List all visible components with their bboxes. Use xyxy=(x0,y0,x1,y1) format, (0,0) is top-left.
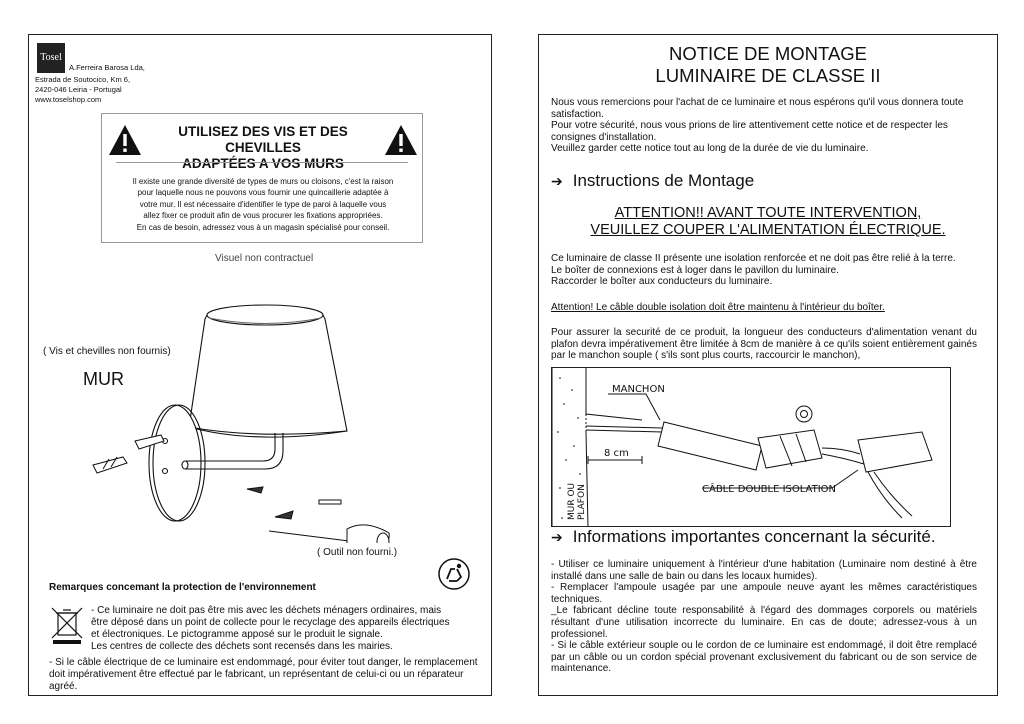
notice-title-line: LUMINAIRE DE CLASSE II xyxy=(655,65,881,86)
environment-text-line: et électroniques. Le pictogramme apposé sur le produit le signale. xyxy=(91,629,383,640)
environment-text-line: être déposé dans un point de collecte pour le recyclage des appareils électriques xyxy=(91,617,450,628)
company-address-rest xyxy=(35,75,130,105)
diagram-label-mur: MUR OU xyxy=(567,482,577,520)
section-title: Informations importantes concernant la sécurité. xyxy=(572,527,936,546)
intro-text xyxy=(551,97,977,155)
address-line[interactable]: www.toselshop.com xyxy=(35,95,102,104)
safety-item: - Si le câble extérieur souple ou le cordon de ce luminaire est endommagé, il doit être remplacé par un câble ou un cordon spécial provenant exclusivement du fabricant ou de son service de maintenance. xyxy=(551,640,977,675)
class2-text xyxy=(551,253,977,288)
attention-line: VEUILLEZ COUPER L'ALIMENTATION ÉLECTRIQUE. xyxy=(590,222,946,238)
address-line: Estrada de Soutocico, Km 6, xyxy=(35,75,131,84)
safety-list xyxy=(551,559,977,675)
warning-body-line: pour laquelle nous ne pouvons vous fournir une quincaillerie adaptée à xyxy=(137,188,389,198)
address-line: A.Ferreira Barosa Lda, xyxy=(69,63,145,72)
warning-body-line: Il existe une grande diversité de types de murs ou cloisons, c'est la raison xyxy=(132,177,394,186)
company-address xyxy=(69,63,145,73)
wiring-diagram xyxy=(551,367,951,527)
attention-cable-text: Attention! Le câble double isolation doit être maintenu à l'intérieur du boîter. xyxy=(551,302,885,313)
environment-text-line: Les centres de collecte des déchets sont recensés dans les mairies. xyxy=(91,641,393,652)
class2-line: Raccorder le boîter aux conducteurs du luminaire. xyxy=(551,276,773,288)
diagram-label-length: 8 cm xyxy=(604,448,629,459)
section-safety xyxy=(551,527,936,547)
security-length-text: Pour assurer la securité de ce produit, la longueur des conducteurs d'alimentation venant du plafon devra impérativement être limitée à 8cm de manière à ce qu'ils soient entièrement gainés par le manchon souple ( s'ils sont plus courts, raccourcir le manchon), xyxy=(551,327,977,362)
warning-divider xyxy=(116,162,408,163)
notice-title-line: NOTICE DE MONTAGE xyxy=(668,43,868,64)
attention-banner xyxy=(539,205,997,239)
visuel-label: Visuel non contractuel xyxy=(215,253,314,264)
diagram-label-plafon: PLAFON xyxy=(577,484,587,520)
intro-line: Pour votre sécurité, nous vous prions de lire attentivement cette notice et de respecter les consignes d'installation. xyxy=(551,120,948,143)
intro-line: Nous vous remercions pour l'achat de ce luminaire et nous espérons qu'il vous donnera toute satisfaction. xyxy=(551,97,964,120)
section-title: Instructions de Montage xyxy=(572,171,755,190)
intro-line: Veuillez garder cette notice tout au long de la durée de vie du luminaire. xyxy=(551,143,869,155)
environment-title: Remarques concemant la protection de l'environnement xyxy=(49,582,316,593)
weee-bin-icon xyxy=(49,605,85,645)
arrow-right-icon: ➔ xyxy=(551,173,563,189)
warning-heading-line: ADAPTÉES A VOS MURS xyxy=(182,156,344,171)
safety-item: _Le fabricant décline toute responsabilité à l'égard des dommages corporels ou matériels résultant d'une utilisation incorrecte du luminaire. En cas de doute; adressez-vous à un professionel. xyxy=(551,605,977,640)
warning-body-line: allez fixer ce produit afin de vous procurer les fixations appropriées. xyxy=(143,211,383,221)
wall-fixing-warning-box xyxy=(101,113,423,243)
attention-line: ATTENTION!! AVANT TOUTE INTERVENTION, xyxy=(614,205,922,221)
class2-line: Le boîter de connexions est à loger dans le pavillon du luminaire. xyxy=(551,264,839,276)
left-page xyxy=(28,34,492,696)
warning-triangle-icon xyxy=(108,124,142,156)
class2-line: Ce luminaire de classe II présente une isolation renforcée et ne doit pas être relié à la terre. xyxy=(551,253,956,264)
environment-text xyxy=(91,605,483,653)
diagram-label-manchon: MANCHON xyxy=(612,384,665,395)
tosel-logo: Tosel xyxy=(37,43,65,73)
wall-label: MUR xyxy=(83,369,124,389)
recycle-icon xyxy=(437,557,471,591)
address-line: 2420-046 Leiria - Portugal xyxy=(35,85,122,94)
right-page xyxy=(538,34,998,696)
warning-body xyxy=(114,176,412,233)
screws-not-supplied-label: ( Vis et chevilles non fournis) xyxy=(43,346,171,357)
safety-item: - Utiliser ce luminaire uniquement à l'intérieur d'une habitation (Luminaire nom destiné à être installé dans une salle de bain ou dans les locaux humides). xyxy=(551,559,977,582)
notice-title xyxy=(539,43,997,87)
safety-item: - Remplacer l'ampoule usagée par une ampoule neuve ayant les mêmes caractéristiques techniques. xyxy=(551,582,977,605)
warning-heading xyxy=(144,124,382,172)
damaged-cable-text: - Si le câble électrique de ce luminaire est endommagé, pour éviter tout danger, le remplacement doit impérativement être effectué par le fabricant, un représentant de celui-ci ou un réparateur agréé. xyxy=(49,657,478,692)
tool-not-supplied-label: ( Outil non fourni.) xyxy=(317,547,398,558)
wall-lamp-illustration xyxy=(85,293,405,543)
diagram-label-cable: CÂBLE DOUBLE ISOLATION xyxy=(702,484,837,495)
arrow-right-icon: ➔ xyxy=(551,529,563,545)
warning-heading-line: UTILISEZ DES VIS ET DES CHEVILLES xyxy=(178,124,348,155)
warning-body-line: votre mur. Il est nécessaire d'identifier le type de paroi à laquelle vous xyxy=(139,199,387,209)
warning-body-line: En cas de besoin, adressez vous à un magasin spécialisé pour conseil. xyxy=(136,222,390,232)
environment-text-line: - Ce luminaire ne doit pas être mis avec les déchets ménagers ordinaires, mais xyxy=(91,605,442,616)
section-instructions xyxy=(551,171,754,191)
warning-triangle-icon xyxy=(384,124,418,156)
